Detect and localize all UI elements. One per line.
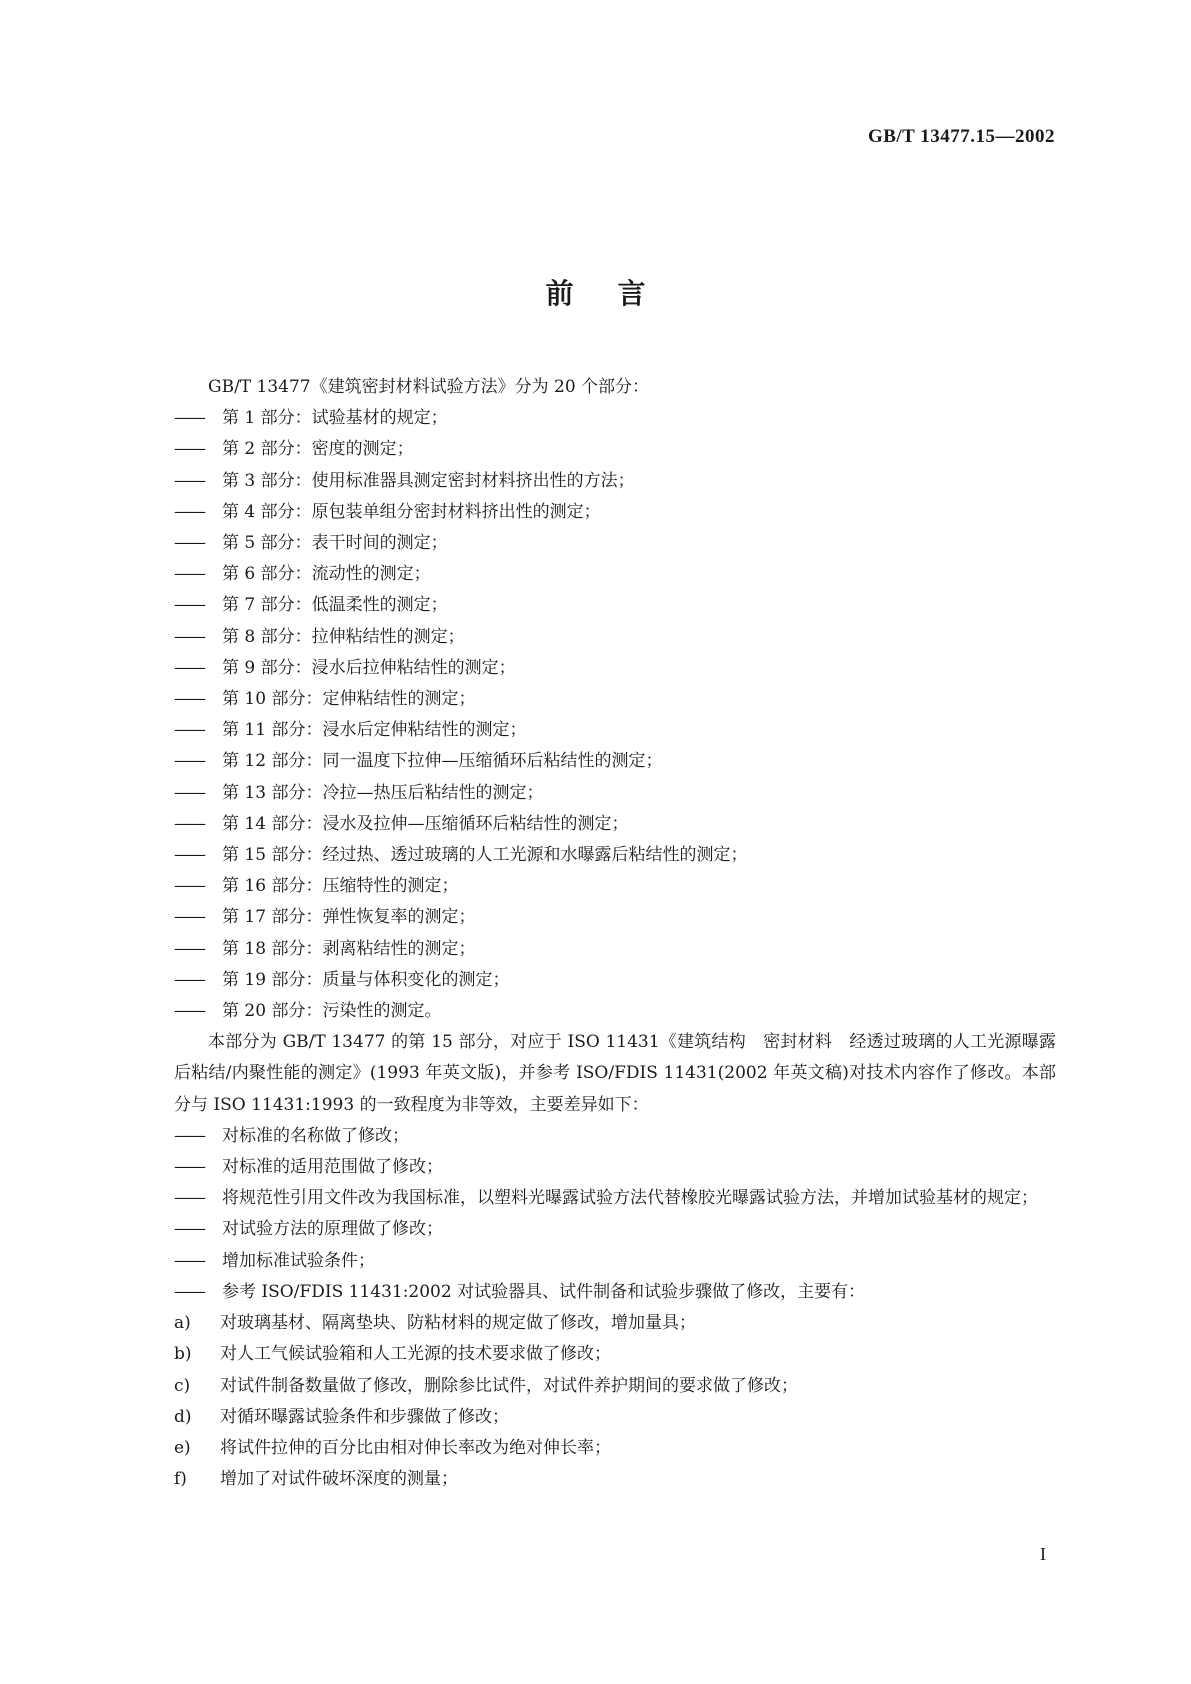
dash-marker: —— bbox=[174, 470, 204, 491]
list-item: f) 增加了对试件破坏深度的测量； bbox=[174, 1464, 1056, 1495]
dash-marker: —— bbox=[174, 1001, 204, 1022]
list-item: —— 第 15 部分：经过热、透过玻璃的人工光源和水曝露后粘结性的测定； bbox=[174, 840, 1056, 871]
list-item: —— 第 8 部分：拉伸粘结性的测定； bbox=[174, 622, 1056, 653]
sub-items-list bbox=[174, 1308, 1056, 1495]
dash-marker: —— bbox=[174, 907, 204, 928]
page-title: 前言 bbox=[545, 277, 690, 310]
dash-marker: —— bbox=[174, 845, 204, 866]
list-item: —— 第 16 部分：压缩特性的测定； bbox=[174, 871, 1056, 902]
dash-marker: —— bbox=[174, 876, 204, 897]
list-item: —— 第 14 部分：浸水及拉伸—压缩循环后粘结性的测定； bbox=[174, 809, 1056, 840]
dash-marker: —— bbox=[174, 439, 204, 460]
list-item: —— 参考 ISO/FDIS 11431:2002 对试验器具、试件制备和试验步骤做了修改，主要有： bbox=[174, 1277, 1056, 1308]
list-item: —— 增加标准试验条件； bbox=[174, 1246, 1056, 1277]
document-body bbox=[174, 372, 1056, 1495]
dash-marker: —— bbox=[174, 595, 204, 616]
list-item: e) 将试件拉伸的百分比由相对伸长率改为绝对伸长率； bbox=[174, 1433, 1056, 1464]
item-marker: d) bbox=[174, 1406, 192, 1427]
dash-marker: —— bbox=[174, 1188, 204, 1209]
list-item: —— 第 7 部分：低温柔性的测定； bbox=[174, 590, 1056, 621]
list-item: —— 第 4 部分：原包装单组分密封材料挤出性的测定； bbox=[174, 497, 1056, 528]
dash-marker: —— bbox=[174, 1250, 204, 1271]
correspondence-paragraph: 本部分为 GB/T 13477 的第 15 部分，对应于 ISO 11431《建筑结构 密封材料 经透过玻璃的人工光源曝露后粘结/内聚性能的测定》(1993 年英文版)，并参考 ISO/FDIS 11431(2002 年英文稿)对技术内容作了修改。本部分与 ISO 11431:1993 的一致程度为非等效，主要差异如下： bbox=[174, 1032, 1056, 1115]
item-marker: b) bbox=[174, 1344, 192, 1365]
list-item: c) 对试件制备数量做了修改，删除参比试件，对试件养护期间的要求做了修改； bbox=[174, 1371, 1056, 1402]
dash-marker: —— bbox=[174, 1157, 204, 1178]
dash-marker: —— bbox=[174, 657, 204, 678]
dash-marker: —— bbox=[174, 533, 204, 554]
dash-marker: —— bbox=[174, 1219, 204, 1240]
dash-marker: —— bbox=[174, 564, 204, 585]
list-item: b) 对人工气候试验箱和人工光源的技术要求做了修改； bbox=[174, 1339, 1056, 1370]
list-item: —— 对标准的名称做了修改； bbox=[174, 1121, 1056, 1152]
dash-marker: —— bbox=[174, 813, 204, 834]
intro-paragraph: GB/T 13477《建筑密封材料试验方法》分为 20 个部分： bbox=[208, 377, 650, 397]
dash-marker: —— bbox=[174, 782, 204, 803]
standard-code: GB/T 13477.15—2002 bbox=[867, 126, 1055, 147]
parts-list bbox=[174, 403, 1056, 1027]
list-item: —— 对试验方法的原理做了修改； bbox=[174, 1214, 1056, 1245]
differences-list bbox=[174, 1121, 1056, 1308]
dash-marker: —— bbox=[174, 1125, 204, 1146]
list-item: —— 将规范性引用文件改为我国标准，以塑料光曝露试验方法代替橡胶光曝露试验方法，并增加试验基材的规定； bbox=[174, 1183, 1056, 1214]
list-item: a) 对玻璃基材、隔离垫块、防粘材料的规定做了修改，增加量具； bbox=[174, 1308, 1056, 1339]
dash-marker: —— bbox=[174, 1281, 204, 1302]
dash-marker: —— bbox=[174, 408, 204, 429]
list-item: d) 对循环曝露试验条件和步骤做了修改； bbox=[174, 1402, 1056, 1433]
dash-marker: —— bbox=[174, 626, 204, 647]
list-item: —— 对标准的适用范围做了修改； bbox=[174, 1152, 1056, 1183]
page-number: I bbox=[1040, 1544, 1046, 1564]
item-marker: c) bbox=[174, 1375, 191, 1396]
list-item: —— 第 2 部分：密度的测定； bbox=[174, 434, 1056, 465]
dash-marker: —— bbox=[174, 751, 204, 772]
dash-marker: —— bbox=[174, 501, 204, 522]
item-marker: f) bbox=[174, 1469, 187, 1490]
list-item: —— 第 20 部分：污染性的测定。 bbox=[174, 996, 1056, 1027]
list-item: —— 第 17 部分：弹性恢复率的测定； bbox=[174, 902, 1056, 933]
list-item: —— 第 10 部分：定伸粘结性的测定； bbox=[174, 684, 1056, 715]
list-item: —— 第 1 部分：试验基材的规定； bbox=[174, 403, 1056, 434]
list-item: —— 第 3 部分：使用标准器具测定密封材料挤出性的方法； bbox=[174, 466, 1056, 497]
list-item: —— 第 11 部分：浸水后定伸粘结性的测定； bbox=[174, 715, 1056, 746]
dash-marker: —— bbox=[174, 689, 204, 710]
list-item: —— 第 5 部分：表干时间的测定； bbox=[174, 528, 1056, 559]
dash-marker: —— bbox=[174, 969, 204, 990]
list-item: —— 第 19 部分：质量与体积变化的测定； bbox=[174, 965, 1056, 996]
list-item: —— 第 13 部分：冷拉—热压后粘结性的测定； bbox=[174, 778, 1056, 809]
dash-marker: —— bbox=[174, 720, 204, 741]
list-item: —— 第 9 部分：浸水后拉伸粘结性的测定； bbox=[174, 653, 1056, 684]
dash-marker: —— bbox=[174, 938, 204, 959]
list-item: —— 第 12 部分：同一温度下拉伸—压缩循环后粘结性的测定； bbox=[174, 746, 1056, 777]
item-marker: a) bbox=[174, 1313, 191, 1334]
item-marker: e) bbox=[174, 1437, 191, 1458]
list-item: —— 第 18 部分：剥离粘结性的测定； bbox=[174, 934, 1056, 965]
list-item: —— 第 6 部分：流动性的测定； bbox=[174, 559, 1056, 590]
